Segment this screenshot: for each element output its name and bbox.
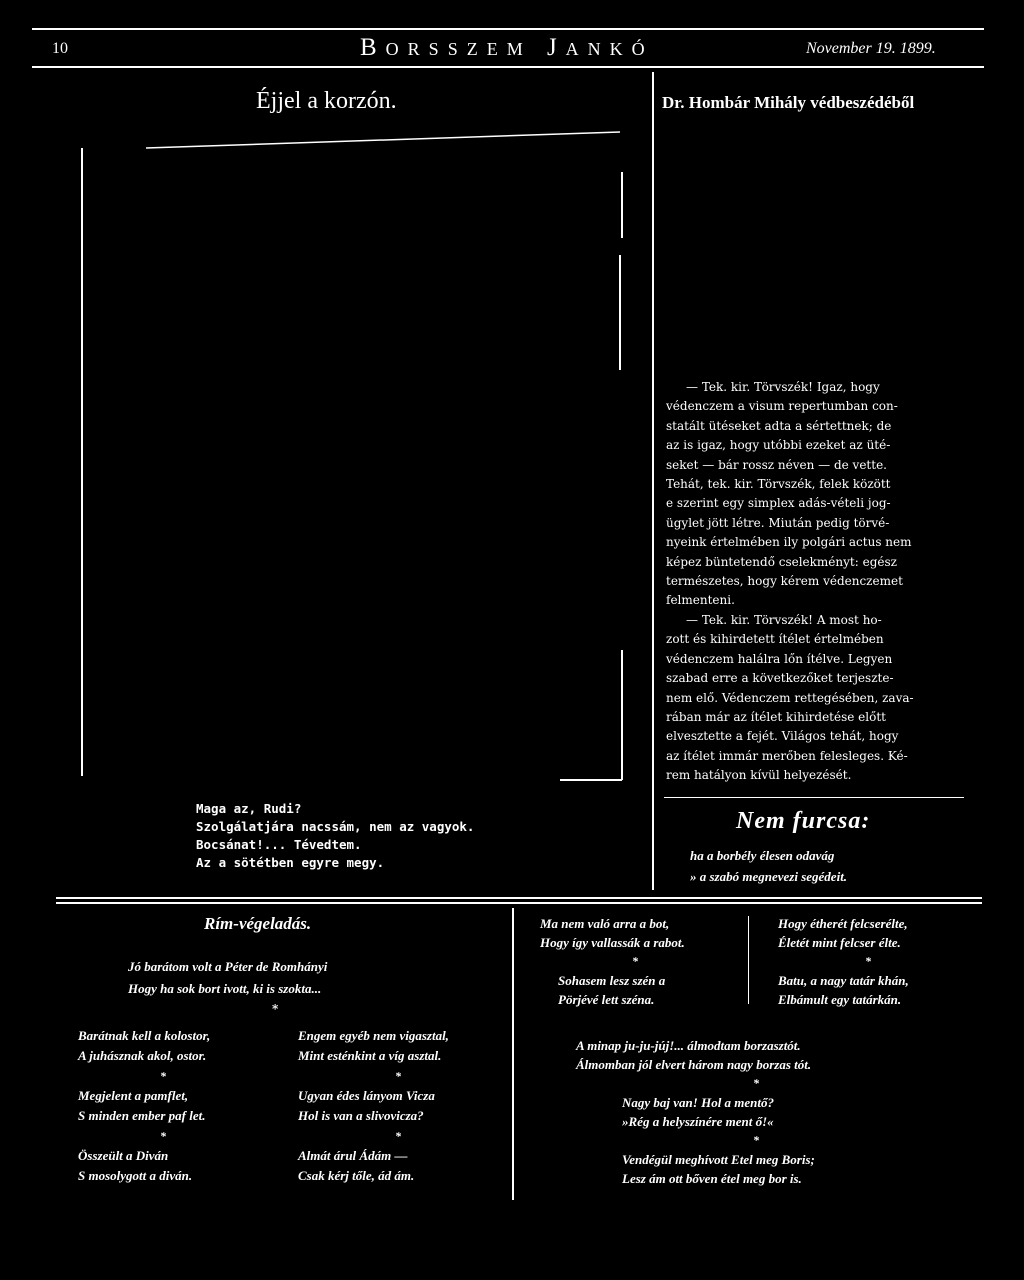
body-line: — Tek. kir. Törvszék! Igaz, hogy xyxy=(686,380,880,394)
rim-intro-line: Hogy ha sok bort ivott, ki is szokta... xyxy=(128,981,322,996)
page-number: 10 xyxy=(52,40,68,57)
nem-furcsa-line: ha a borbély élesen odavág xyxy=(690,848,835,863)
verse-line: Ugyan édes lányom Vicza xyxy=(298,1088,435,1103)
star: * xyxy=(272,1002,279,1016)
star: * xyxy=(160,1129,166,1143)
masthead: Borsszem Jankó xyxy=(360,34,654,61)
star: * xyxy=(395,1129,401,1143)
verse-line: Hogy így vallassák a rabot. xyxy=(540,935,685,950)
star: * xyxy=(753,1133,759,1147)
verse-line: Összeült a Diván xyxy=(78,1148,169,1163)
body-line: az is igaz, hogy utóbbi ezeket az üté- xyxy=(666,438,891,453)
body-line: zott és kihirdetett ítélet értelmében xyxy=(666,632,884,647)
left-article-title: Éjjel a korzón. xyxy=(256,88,397,114)
caption-line: Maga az, Rudi? xyxy=(196,801,302,816)
column-divider xyxy=(652,72,654,890)
caption-line: Bocsánat!... Tévedtem. xyxy=(196,837,362,852)
rim-col-d xyxy=(778,914,958,1009)
body-line: e szerint egy simplex adás-vételi jog- xyxy=(666,496,891,511)
verse-line: Almát árul Ádám — xyxy=(298,1148,408,1163)
verse-line: S mosolygott a diván. xyxy=(78,1168,193,1183)
rim-col-b xyxy=(298,1026,498,1186)
verse-line: Lesz ám ott bőven étel meg bor is. xyxy=(622,1171,802,1186)
bottom-section-rule-1 xyxy=(56,897,982,899)
header-top-rule xyxy=(32,28,984,30)
right-article-title: Dr. Hombár Mihály védbeszédéből xyxy=(662,93,915,112)
rim-title: Rím-végeladás. xyxy=(204,914,312,933)
body-line: ügylet jött létre. Miután pedig törvé- xyxy=(666,515,890,530)
star: * xyxy=(865,954,871,968)
rim-intro xyxy=(128,956,327,1000)
verse-line: Ma nem való arra a bot, xyxy=(540,916,670,931)
small-divider xyxy=(748,916,749,1004)
body-line: nyeink értelmében ily polgári actus nem xyxy=(666,535,912,550)
verse-line: Mint esténkint a víg asztal. xyxy=(298,1048,442,1063)
verse-line: Vendégül meghívott Etel meg Boris; xyxy=(622,1152,815,1167)
nem-furcsa-title: Nem furcsa: xyxy=(736,808,871,834)
body-line: rem hatályon kívül helyezését. xyxy=(666,768,852,783)
verse-line: Barátnak kell a kolostor, xyxy=(78,1028,211,1043)
verse-line: Életét mint felcser élte. xyxy=(778,935,901,950)
body-line: statált ütéseket adta a sértettnek; de xyxy=(666,418,892,433)
nem-furcsa-lines xyxy=(690,845,847,887)
body-line: nem elő. Védenczem rettegésében, zava- xyxy=(666,690,914,705)
body-line: az ítélet immár merőben felesleges. Ké- xyxy=(666,748,908,763)
right-article-body xyxy=(666,378,914,786)
caption-line: Szolgálatjára nacssám, nem az vagyok. xyxy=(196,819,475,834)
verse-line: Pörjévé lett széna. xyxy=(558,992,655,1007)
body-line: seket — bár rossz néven — de vette. xyxy=(666,457,887,472)
verse-line: Elbámult egy tatárkán. xyxy=(778,992,902,1007)
illustration-lines xyxy=(60,120,640,790)
verse-line: Engem egyéb nem vigasztal, xyxy=(298,1028,449,1043)
verse-line: Sohasem lesz szén a xyxy=(558,973,666,988)
verse-line: »Rég a helyszínére ment ő!« xyxy=(622,1114,774,1129)
body-line: — Tek. kir. Törvszék! A most ho- xyxy=(686,612,882,627)
bottom-section-rule-2 xyxy=(56,902,982,904)
rim-intro-line: Jó barátom volt a Péter de Romhányi xyxy=(128,959,328,974)
verse-line: Álmomban jól elvert három nagy borzas tót. xyxy=(576,1057,812,1072)
header-bottom-rule xyxy=(32,66,984,68)
body-line: Tehát, tek. kir. Törvszék, felek között xyxy=(666,477,891,492)
body-line: szabad erre a következőket terjeszte- xyxy=(666,671,894,686)
body-line: védenczem a visum repertumban con- xyxy=(666,399,898,414)
issue-date: November 19. 1899. xyxy=(806,40,936,57)
verse-line: Megjelent a pamflet, xyxy=(78,1088,189,1103)
body-line: természetes, hogy kérem védenczemet xyxy=(666,574,903,589)
star: * xyxy=(632,954,638,968)
verse-line: Batu, a nagy tatár khán, xyxy=(778,973,909,988)
illustration xyxy=(60,120,640,790)
nem-furcsa-line: » a szabó megnevezi segédeit. xyxy=(690,869,848,884)
body-line: felmenteni. xyxy=(666,593,735,608)
bottom-divider xyxy=(512,908,514,1200)
verse-line: Csak kérj tőle, ád ám. xyxy=(298,1168,415,1183)
body-line: védenczem halálra lőn ítélve. Legyen xyxy=(666,651,893,666)
verse-line: A juhásznak akol, ostor. xyxy=(78,1048,207,1063)
caption-line: Az a sötétben egyre megy. xyxy=(196,855,385,870)
body-line: képez büntetendő cselekményt: egész xyxy=(666,554,897,569)
verse-line: Hogy étherét felcserélte, xyxy=(778,916,908,931)
verse-line: Hol is van a slivovicza? xyxy=(298,1108,424,1123)
verse-line: Nagy baj van! Hol a mentő? xyxy=(622,1095,775,1110)
rim-col-a xyxy=(78,1026,248,1186)
star: * xyxy=(753,1076,759,1090)
star: * xyxy=(395,1069,401,1083)
rim-col-c xyxy=(540,914,730,1009)
section-rule xyxy=(664,797,964,798)
star: * xyxy=(160,1069,166,1083)
verse-line: S minden ember paf let. xyxy=(78,1108,206,1123)
verse-line: A minap ju-ju-júj!... álmodtam borzasztót. xyxy=(576,1038,801,1053)
caption xyxy=(196,800,474,872)
body-line: rában már az ítélet kihirdetése előtt xyxy=(666,709,886,724)
body-line: elvesztette a fejét. Világos tehát, hogy xyxy=(666,729,899,744)
rim-col-e xyxy=(576,1036,936,1188)
